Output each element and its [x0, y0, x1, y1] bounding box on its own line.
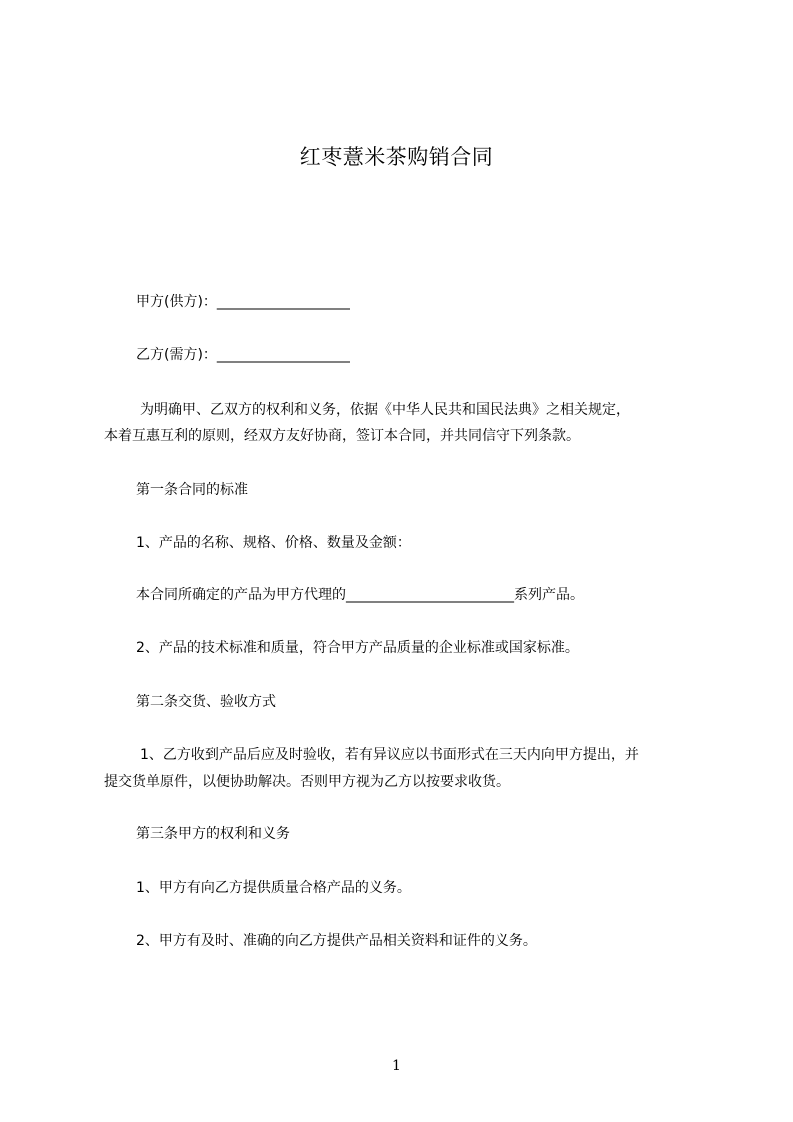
article-2-heading: 第二条交货、验收方式	[136, 694, 276, 710]
page-number: 1	[392, 1058, 401, 1074]
article-3-heading: 第三条甲方的权利和义务	[136, 826, 290, 842]
article-1-item-1: 1、产品的名称、规格、价格、数量及金额：	[136, 535, 411, 551]
article-1-heading: 第一条合同的标准	[136, 482, 248, 498]
article-3-item-1: 1、甲方有向乙方提供质量合格产品的义务。	[136, 880, 411, 896]
intro-paragraph-line-2: 本着互惠互利的原则，经双方友好协商，签订本合同，并共同信守下列条款。	[104, 428, 580, 444]
article-2-item-1-line-2: 提交货单原件，以便协助解决。否则甲方视为乙方以按要求收货。	[104, 774, 510, 790]
article-1-item-2: 2、产品的技术标准和质量，符合甲方产品质量的企业标准或国家标准。	[136, 640, 579, 656]
article-1-product-line: 本合同所确定的产品为甲方代理的________________________系列产品。	[136, 587, 584, 603]
article-3-item-2: 2、甲方有及时、准确的向乙方提供产品相关资料和证件的义务。	[136, 933, 537, 949]
party-a-line: 甲方(供方)：___________________	[136, 294, 350, 310]
article-2-item-1-line-1: 1、乙方收到产品后应及时验收，若有异议应以书面形式在三天内向甲方提出，并	[140, 747, 639, 763]
document-title: 红枣薏米茶购销合同	[299, 145, 494, 169]
intro-paragraph-line-1: 为明确甲、乙双方的权利和义务，依据《中华人民共和国民法典》之相关规定，	[140, 402, 630, 418]
party-b-line: 乙方(需方)：___________________	[136, 347, 350, 363]
